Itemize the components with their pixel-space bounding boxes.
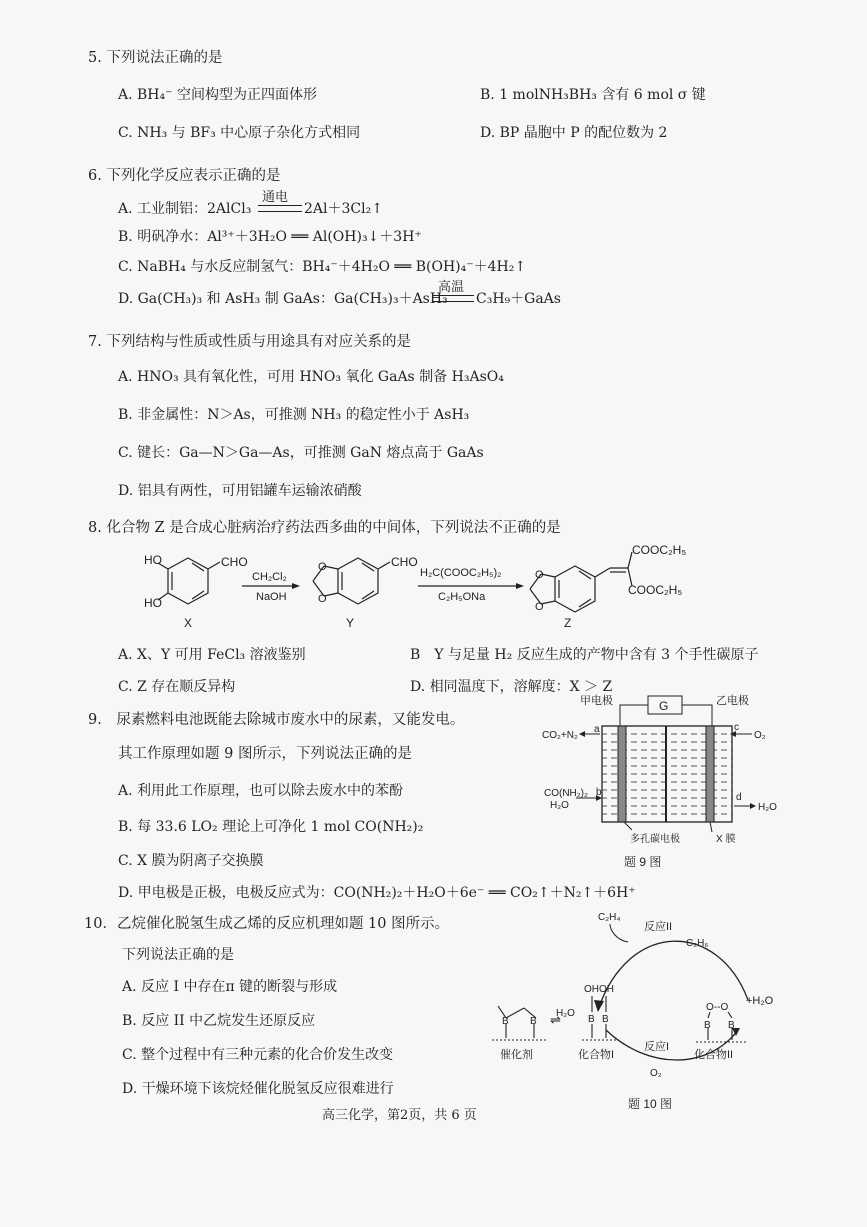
q7-option-b: B. 非金属性：N＞As，可推测 NH₃ 的稳定性小于 AsH₃ [118, 407, 470, 423]
q6-d-condition: 高温 [438, 280, 465, 295]
q8-option-c: C. Z 存在顺反异构 [118, 679, 236, 695]
label-x: X [184, 616, 193, 630]
q6-a-equals-sign [258, 205, 302, 212]
y-oxygen-top: O [318, 561, 327, 573]
q7-option-c: C. 键长：Ga—N＞Ga—As，可推测 GaN 熔点高于 GaAs [118, 445, 484, 461]
q6-d-equals-sign [432, 295, 474, 302]
q10-sub-stem: 下列说法正确的是 [122, 947, 234, 963]
water-right-label: +H₂O [746, 995, 774, 1007]
x-ho-bottom: HO [144, 596, 162, 610]
oxygen-label: O₂ [650, 1068, 662, 1079]
y-cho: CHO [391, 555, 418, 569]
ohoh-label: OHOH [584, 984, 614, 995]
catalyst-boron-1: B [502, 1016, 509, 1027]
reagent-1-bottom: NaOH [256, 591, 287, 603]
q8-option-a: A. X、Y 可用 FeCl₃ 溶液鉴别 [118, 647, 306, 663]
porous-electrode-label: 多孔碳电极 [630, 834, 680, 845]
q5-option-a: A. BH₄⁻ 空间构型为正四面体形 [118, 87, 317, 103]
catalyst-boron-2: B [530, 1016, 537, 1027]
galvanometer-label: G [659, 699, 669, 713]
catalyst-structure [492, 1006, 548, 1040]
q9-option-c: C. X 膜为阴离子交换膜 [118, 853, 264, 869]
cycle-arc-top [598, 941, 748, 1010]
compound-ii-boron-1: B [704, 1020, 711, 1031]
compound-ii-boron-2: B [728, 1020, 735, 1031]
label-y: Y [346, 616, 355, 630]
q8-stem: 8. 化合物 Z 是合成心脏病治疗药法西多曲的中间体，下列说法不正确的是 [88, 520, 561, 536]
x-cho: CHO [221, 555, 248, 569]
compound-i-label: 化合物I [578, 1049, 615, 1061]
electrode-yi-label: 乙电极 [716, 695, 749, 707]
compound-ii-label: 化合物II [694, 1049, 734, 1061]
port-a: a [594, 724, 600, 735]
q6-option-b: B. 明矾净水：Al³⁺＋3H₂O ══ Al(OH)₃↓＋3H⁺ [118, 229, 422, 245]
electrode-jia-label: 甲电极 [580, 695, 613, 707]
equilibrium-arrow: ⇌ [550, 1012, 561, 1027]
ethane-label: C₂H₆ [686, 938, 709, 949]
q6-option-a-right: 2Al＋3Cl₂↑ [304, 201, 383, 217]
q6-a-condition: 通电 [262, 190, 289, 205]
q9-stem-line1: 9. 尿素燃料电池既能去除城市废水中的尿素，又能发电。 [88, 712, 465, 728]
q5-stem: 5. 下列说法正确的是 [88, 50, 223, 66]
x-ho-top: HO [144, 553, 162, 567]
port-d: d [736, 792, 742, 803]
q9-figure-fuel-cell [540, 690, 790, 870]
reagent-1-top: CH₂Cl₂ [252, 571, 287, 583]
port-c: c [734, 722, 739, 733]
arrow-2-head [516, 583, 524, 589]
outlet-a-label: CO₂+N₂ [542, 730, 578, 741]
q6-option-d-right: C₃H₉＋GaAs [476, 291, 561, 307]
inlet-c-label: O₂ [754, 730, 766, 741]
q9-option-d: D. 甲电极是正极，电极反应式为：CO(NH₂)₂＋H₂O＋6e⁻ ══ CO₂↑＋N₂↑＋6H⁺ [118, 885, 636, 901]
figure-10-caption: 题 10 图 [628, 1097, 673, 1111]
compound-z-structure [530, 552, 632, 612]
q7-option-d: D. 铝具有两性，可用铝罐车运输浓硝酸 [118, 483, 362, 499]
outlet-d-label: H₂O [758, 802, 777, 813]
q5-option-b: B. 1 molNH₃BH₃ 含有 6 mol σ 键 [480, 87, 706, 103]
inlet-b-label-1: CO(NH₂)₂ [544, 788, 588, 799]
label-z: Z [564, 616, 572, 630]
figure-9-caption: 题 9 图 [624, 855, 662, 869]
page-footer: 高三化学，第2页，共 6 页 [322, 1108, 477, 1123]
reagent-2-bottom: C₂H₅ONa [438, 591, 486, 603]
q5-option-c: C. NH₃ 与 BF₃ 中心原子杂化方式相同 [118, 125, 361, 141]
q6-option-d-left: D. Ga(CH₃)₃ 和 AsH₃ 制 GaAs：Ga(CH₃)₃＋AsH₃ [118, 291, 448, 307]
inlet-b-label-2: H₂O [550, 800, 569, 811]
z-oxygen-top: O [535, 569, 544, 581]
q7-option-a: A. HNO₃ 具有氧化性，可用 HNO₃ 氧化 GaAs 制备 H₃AsO₄ [118, 369, 504, 385]
q10-figure-mechanism [488, 900, 788, 1115]
z-ester-top: COOC₂H₅ [632, 543, 687, 557]
q6-stem: 6. 下列化学反应表示正确的是 [88, 168, 281, 184]
y-oxygen-bottom: O [318, 593, 327, 605]
reaction-i-label: 反应I [644, 1041, 670, 1053]
z-ester-bottom: COOC₂H₅ [628, 583, 683, 597]
x-membrane-label: X 膜 [716, 834, 736, 845]
q10-option-b: B. 反应 II 中乙烷发生还原反应 [122, 1013, 316, 1029]
q9-option-b: B. 每 33.6 LO₂ 理论上可净化 1 mol CO(NH₂)₂ [118, 819, 424, 835]
oo-label: O--O [706, 1002, 729, 1013]
water-left-label: H₂O [556, 1008, 575, 1019]
electrode-yi [706, 726, 714, 822]
z-oxygen-bottom: O [535, 601, 544, 613]
catalyst-label: 催化剂 [500, 1049, 533, 1061]
q10-stem: 10．乙烷催化脱氢生成乙烯的反应机理如题 10 图所示。 [84, 916, 450, 932]
q6-option-c: C. NaBH₄ 与水反应制氢气：BH₄⁻＋4H₂O ══ B(OH)₄⁻＋4H₂↑ [118, 259, 527, 275]
q8-option-d: D. 相同温度下，溶解度：X ＞ Z [410, 679, 613, 695]
q10-option-a: A. 反应 I 中存在π 键的断裂与形成 [122, 979, 338, 995]
q9-option-a: A. 利用此工作原理，也可以除去废水中的苯酚 [118, 783, 404, 799]
reaction-ii-label: 反应II [644, 921, 673, 933]
q6-option-a-left: A. 工业制铝：2AlCl₃ [118, 201, 252, 217]
q7-stem: 7. 下列结构与性质或性质与用途具有对应关系的是 [88, 334, 411, 350]
reagent-2-top: H₂C(COOC₂H₅)₂ [420, 567, 502, 579]
q8-option-b: B Y 与足量 H₂ 反应生成的产物中含有 3 个手性碳原子 [410, 647, 759, 663]
port-b: b [596, 787, 602, 798]
ethylene-label: C₂H₄ [598, 912, 621, 923]
q5-option-d: D. BP 晶胞中 P 的配位数为 2 [480, 125, 668, 141]
q10-option-c: C. 整个过程中有三种元素的化合价发生改变 [122, 1047, 394, 1063]
arrow-1-head [292, 583, 300, 589]
electrode-jia [618, 726, 626, 822]
compound-i-boron-2: B [602, 1014, 609, 1025]
compound-i-boron-1: B [588, 1014, 595, 1025]
compound-x-structure [158, 558, 220, 604]
q8-reaction-scheme [120, 538, 740, 633]
q10-option-d: D. 干燥环境下该烷烃催化脱氢反应很难进行 [122, 1081, 394, 1097]
q9-stem-line2: 其工作原理如题 9 图所示，下列说法正确的是 [118, 746, 412, 762]
